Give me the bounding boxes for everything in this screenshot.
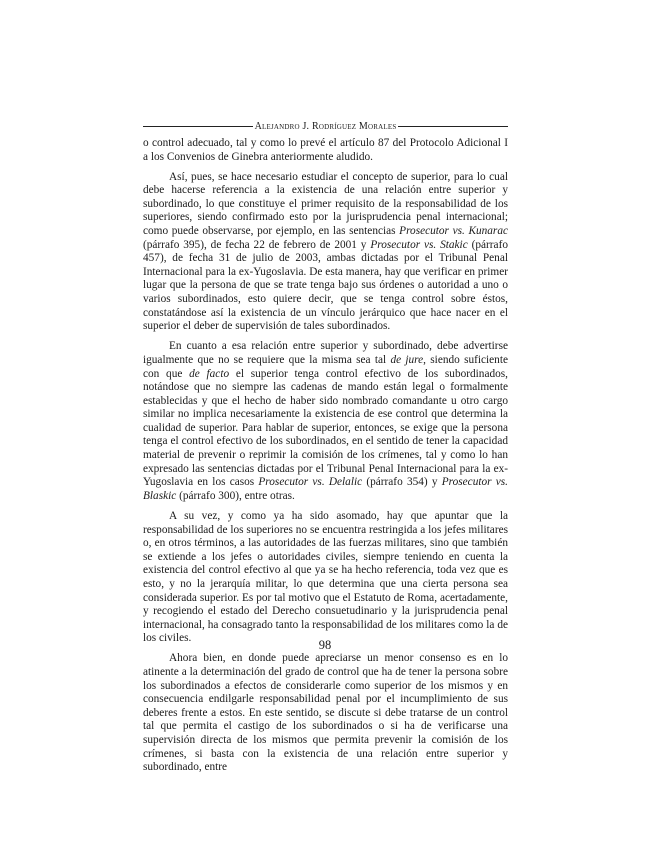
- case-name: Prosecutor vs. Kunarac: [399, 225, 508, 238]
- header-author: Alejandro J. Rodríguez Morales: [254, 120, 397, 132]
- case-name: de jure: [390, 353, 424, 366]
- text-run: (párrafo 457), de fecha 31 de julio de 2003, ambas dictadas por el Tribunal Penal Internacional para la ex-Yugoslavia. De esta manera, hay que verificar en primer lugar que la persona de que se trate tenga bajo sus órdenes o autoridad a uno o varios subordinados, esto quiere decir, que se tenga control sobre éstos, constatándose así la existencia de un vínculo jerárquico que hace nacer en el superior el deber de supervisión de tales subordinados.: [143, 238, 508, 333]
- body-text: [143, 137, 508, 781]
- header-rule-right: [398, 126, 508, 127]
- paragraph: [143, 652, 508, 774]
- paragraph: [143, 171, 508, 334]
- running-header: [143, 119, 508, 133]
- text-run: Así, pues, se hace necesario estudiar el concepto de superior, para lo cual debe hacerse referencia a la existencia de una relación entre superior y subordinado, lo que constituye el primer requisito de la responsabilidad de los superiores, siendo confirmado esto por la jurisprudencia penal internacional; como puede observarse, por ejemplo, en las sentencias: [143, 170, 508, 238]
- header-rule-left: [143, 126, 253, 127]
- text-run: (párrafo 300), entre otras.: [176, 489, 295, 502]
- paragraph: [143, 510, 508, 646]
- text-run: A su vez, y como ya ha sido asomado, hay que apuntar que la responsabilidad de los superiores no se encuentra restringida a los jefes militares o, en otros términos, a las autoridades de las fuerzas militares, sino que también se extiende a los jefes o autoridades civiles, siempre teniendo en cuenta la existencia del control efectivo al que ya se ha hecho referencia, toda vez que es esto, y no la jerarquía militar, lo que determina que una cierta persona sea considerada superior. Es por tal motivo que el Estatuto de Roma, acertadamente, y recogiendo el estado del Derecho consuetudinario y la jurisprudencia penal internacional, ha consagrado tanto la responsabilidad de los militares como la de los civiles.: [143, 509, 508, 645]
- page-number: 98: [318, 638, 332, 652]
- text-run: o control adecuado, tal y como lo prevé el artículo 87 del Protocolo Adicional I a los Convenios de Ginebra anteriormente aludido.: [143, 137, 508, 163]
- text-run: En cuanto a esa relación entre superior y subordinado, debe advertirse igualmente que no se requiere que la misma sea tal: [143, 340, 508, 366]
- paragraph: [143, 137, 508, 164]
- case-name: Prosecutor vs. Stakic: [370, 238, 468, 251]
- case-name: Prosecutor vs. Delalic: [258, 476, 363, 489]
- text-run: Ahora bien, en donde puede apreciarse un menor consenso es en lo atinente a la determinación del grado de control que ha de tener la persona sobre los subordinados a efectos de considerarle como superior de los mismos y en consecuencia endilgarle responsabilidad penal por el incumplimiento de sus deberes frente a estos. En este sentido, se discute si debe tratarse de un control tal que permita el castigo de los subordinados o si ha de verificarse una supervisión directa de los mismos que permita prevenir la comisión de los crímenes, si basta con la existencia de una relación entre superior y subordinado, entre: [143, 652, 508, 774]
- case-name: de facto: [189, 367, 230, 380]
- case-name: Prosecutor vs. Blaskic: [143, 476, 508, 502]
- text-run: (párrafo 354) y: [362, 476, 442, 489]
- text-run: , siendo suficiente con que: [143, 353, 508, 380]
- paragraph: [143, 340, 508, 503]
- text-run: (párrafo 395), de fecha 22 de febrero de 2001 y: [143, 238, 371, 251]
- text-run: el superior tenga control efectivo de los subordinados, notándose que no siempre las cadenas de mando están legal o formalmente establecidas y que el hecho de haber sido nombrado comandante u otro cargo similar no implica necesariamente la existencia de ese control que determina la cualidad de superior. Para hablar de superior, entonces, se exige que la persona tenga el control efectivo de los subordinados, en el sentido de tener la capacidad material de prevenir o reprimir la comisión de los crímenes, tal y como lo han expresado las sentencias dictadas por el Tribunal Penal Internacional para la ex-Yugoslavia en los casos: [143, 367, 508, 489]
